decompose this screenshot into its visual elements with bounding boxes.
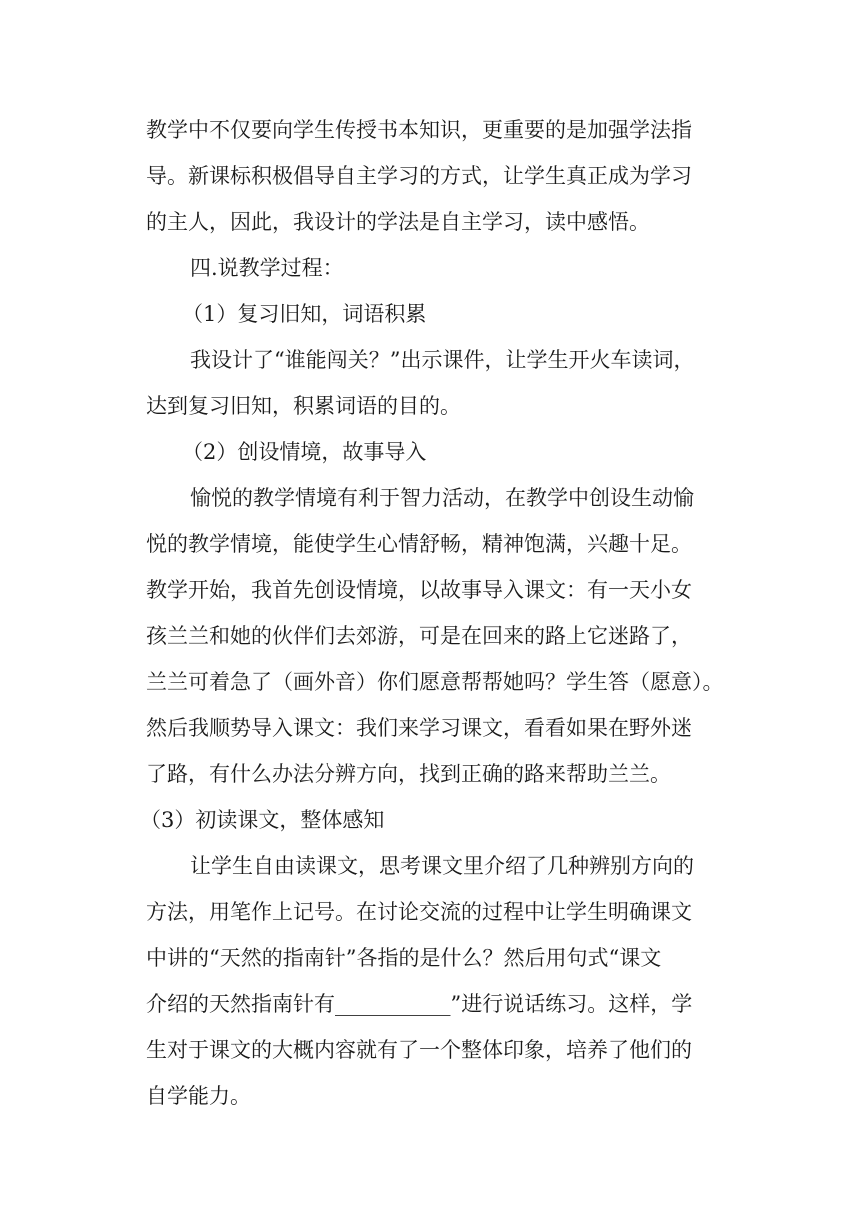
- text-line: 教学中不仅要向学生传授书本知识，更重要的是加强学法指: [146, 118, 692, 142]
- text-line: 自学能力。: [146, 1084, 251, 1108]
- text-line: 达到复习旧知，积累词语的目的。: [146, 394, 461, 418]
- text-line: 方法，用笔作上记号。在讨论交流的过程中让学生明确课文: [146, 900, 692, 924]
- text-line: 教学开始，我首先创设情境，以故事导入课文：有一天小女: [146, 578, 692, 602]
- text-line: 生对于课文的大概内容就有了一个整体印象，培养了他们的: [146, 1038, 692, 1062]
- text-line: 孩兰兰和她的伙伴们去郊游，可是在回来的路上它迷路了，: [146, 624, 692, 648]
- text-line: 然后我顺势导入课文：我们来学习课文，看看如果在野外迷: [146, 716, 692, 740]
- text-line: 我设计了“谁能闯关？”出示课件，让学生开火车读词，: [190, 348, 695, 372]
- text-line: 了路，有什么办法分辨方向，找到正确的路来帮助兰兰。: [146, 762, 671, 786]
- text-line: 兰兰可着急了（画外音）你们愿意帮帮她吗？学生答（愿意）。: [146, 670, 724, 694]
- text-line: 导。新课标积极倡导自主学习的方式，让学生真正成为学习: [146, 164, 692, 188]
- subsection-heading: （3）初读课文，整体感知: [140, 808, 385, 832]
- text-line: 让学生自由读课文，思考课文里介绍了几种辨别方向的: [190, 854, 694, 878]
- section-heading: 四.说教学过程：: [190, 256, 344, 280]
- subsection-heading: （1）复习旧知，词语积累: [182, 302, 427, 326]
- text-line: 愉悦的教学情境有利于智力活动，在教学中创设生动愉: [190, 486, 694, 510]
- text-line: 的主人，因此，我设计的学法是自主学习，读中感悟。: [146, 210, 650, 234]
- body-text: [140, 107, 726, 1119]
- text-line: 中讲的“天然的指南针”各指的是什么？然后用句式“课文: [146, 946, 662, 970]
- text-line: 介绍的天然指南针有___________”进行说话练习。这样，学: [146, 992, 693, 1016]
- subsection-heading: （2）创设情境，故事导入: [182, 440, 427, 464]
- text-line: 悦的教学情境，能使学生心情舒畅，精神饱满，兴趣十足。: [146, 532, 692, 556]
